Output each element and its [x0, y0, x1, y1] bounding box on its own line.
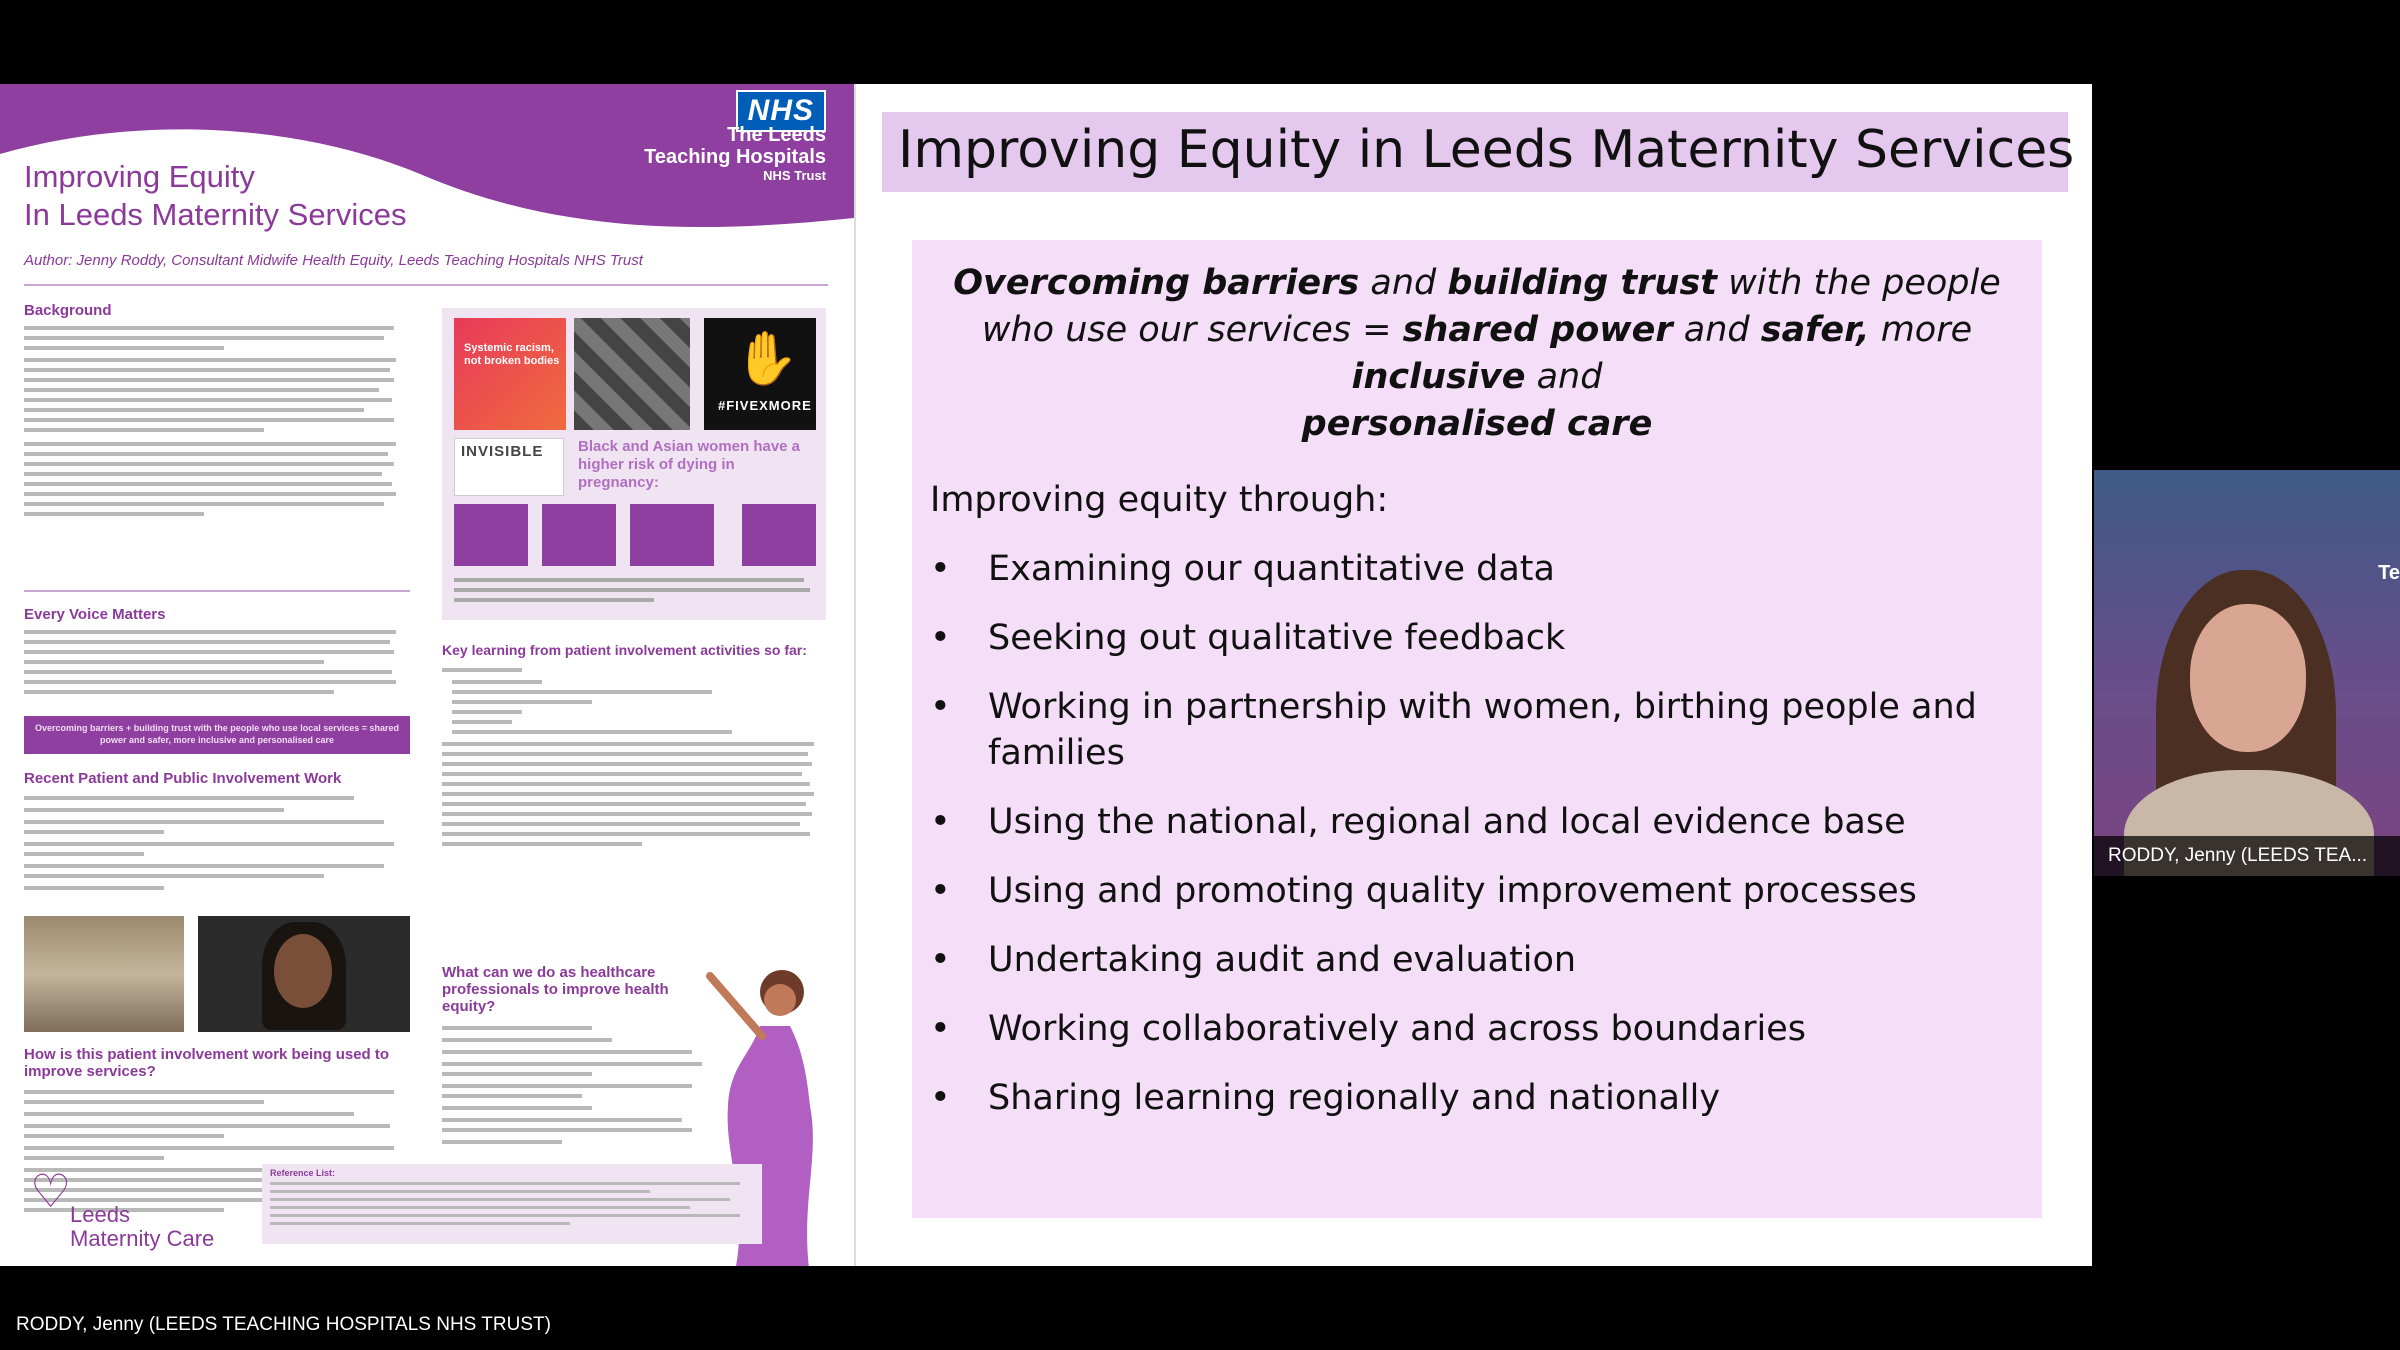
tagline-part: Overcoming barriers — [953, 263, 1360, 303]
equity-lead-text: Improving equity through: — [930, 480, 1389, 520]
risk-statement: Black and Asian women have a higher risk of dying in pregnancy: — [578, 438, 801, 491]
stat-tile — [630, 504, 714, 566]
what-can-we-do-lines — [442, 1024, 712, 1174]
logo-line-1: Leeds — [70, 1202, 130, 1227]
poster-title: Improving Equity In Leeds Maternity Services — [24, 159, 407, 232]
participant-name-label: RODDY, Jenny (LEEDS TEA... — [2094, 836, 2400, 876]
video-edge-text: Te — [2378, 562, 2400, 584]
list-item-text: Using the national, regional and local evidence base — [988, 802, 1906, 842]
hand-icon: ✋ — [734, 330, 799, 388]
slide-content-box — [912, 240, 2042, 1218]
photo-collage — [574, 318, 690, 430]
presenter-name-label: RODDY, Jenny (LEEDS TEACHING HOSPITALS NHS TRUST) — [16, 1314, 551, 1335]
tagline-part: shared power — [1402, 310, 1673, 350]
list-item-text: Working collaboratively and across boundaries — [988, 1009, 1806, 1049]
photo-portrait — [198, 916, 410, 1032]
divider — [24, 590, 410, 592]
background-text — [24, 324, 404, 564]
section-heading-how-used: How is this patient involvement work being used to improve services? — [24, 1046, 390, 1080]
voice-text-lines — [24, 628, 410, 708]
bullet-icon: • — [930, 871, 951, 911]
list-item-text: Working in partnership with women, birthing people and families — [988, 687, 1977, 773]
photo-group-of-people — [24, 916, 184, 1032]
bullet-icon: • — [930, 687, 951, 727]
slide-title: Improving Equity in Leeds Maternity Services — [898, 120, 2075, 180]
slide-tagline — [912, 260, 2042, 448]
shared-slide — [0, 84, 2092, 1266]
poster-evidence-panel — [442, 308, 826, 620]
nhs-logo: NHS — [736, 90, 826, 132]
tagline-part: safer, — [1760, 310, 1870, 350]
panel-note-lines — [454, 576, 814, 606]
trust-line-2: Teaching Hospitals — [644, 146, 826, 168]
section-heading-every-voice: Every Voice Matters — [24, 606, 166, 623]
tagline-part: building trust — [1447, 263, 1718, 303]
bullet-icon: • — [930, 549, 951, 589]
tagline-part: more — [1869, 310, 1973, 350]
bullet-icon: • — [930, 802, 951, 842]
tagline-part: personalised care — [1301, 404, 1653, 444]
bullet-icon: • — [930, 1009, 951, 1049]
trust-line-3: NHS Trust — [763, 168, 826, 183]
stat-tile — [542, 504, 616, 566]
bullet-icon: • — [930, 940, 951, 980]
campaign-tile-hand-text: #FIVEXMORE — [718, 398, 812, 413]
tagline-part: and — [1359, 263, 1448, 303]
report-tile-invisible — [454, 438, 564, 496]
recent-work-lines — [24, 794, 410, 910]
trust-line-1: The Leeds — [727, 124, 826, 146]
trust-name — [644, 124, 826, 184]
participant-face — [2190, 604, 2306, 752]
heart-icon: ♡ — [30, 1165, 72, 1217]
text-placeholder-lines — [24, 324, 404, 564]
logo-line-2: Maternity Care — [70, 1226, 215, 1251]
section-heading-background: Background — [24, 302, 112, 319]
poster-author: Author: Jenny Roddy, Consultant Midwife Health Equity, Leeds Teaching Hospitals NHS Trust — [24, 252, 643, 269]
section-heading-recent-work: Recent Patient and Public Involvement Work — [24, 770, 342, 787]
tagline-part: inclusive — [1351, 357, 1526, 397]
section-heading-key-learning: Key learning from patient involvement activities so far: — [442, 642, 807, 658]
participant-video-tile[interactable] — [2094, 470, 2400, 876]
stat-tile — [454, 504, 528, 566]
list-item-text: Seeking out qualitative feedback — [988, 618, 1566, 658]
list-item-text: Undertaking audit and evaluation — [988, 940, 1577, 980]
portrait-face — [274, 934, 332, 1008]
section-heading-what-can-we-do: What can we do as healthcare professionals to improve health equity? — [442, 964, 669, 1015]
list-item-text: Sharing learning regionally and nationally — [988, 1078, 1721, 1118]
campaign-tile-red-text: Systemic racism, not broken bodies — [464, 342, 560, 367]
report-tile-invisible-text: INVISIBLE — [461, 443, 544, 460]
reference-lines — [270, 1178, 750, 1238]
stat-tile — [742, 504, 816, 566]
tagline-part: and — [1525, 357, 1603, 397]
list-item-text: Using and promoting quality improvement processes — [988, 871, 1917, 911]
list-item-text: Examining our quantitative data — [988, 549, 1555, 589]
tagline-part: and — [1672, 310, 1761, 350]
campaign-tile-hand — [704, 318, 816, 430]
tagline-part: with the people who use our services = — [981, 263, 2001, 350]
campaign-tile-red — [454, 318, 566, 430]
reference-heading: Reference List: — [270, 1168, 336, 1178]
bullet-icon: • — [930, 618, 951, 658]
reference-list — [262, 1164, 762, 1244]
poster-highlight-banner: Overcoming barriers + building trust with the people who use local services = shared power and safer, more inclusive and personalised care — [24, 716, 410, 754]
slide-title-bar — [882, 112, 2075, 192]
bullet-icon: • — [930, 1078, 951, 1118]
divider — [24, 284, 828, 286]
poster-image — [0, 84, 856, 1266]
key-learning-lines — [442, 666, 826, 946]
